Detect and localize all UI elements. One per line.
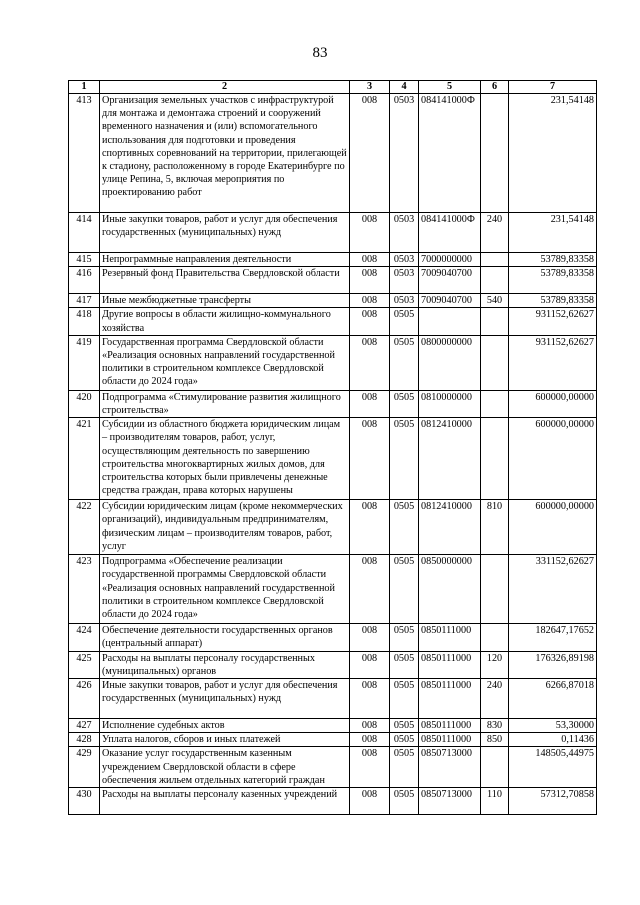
row-section-code: 0505 [390, 624, 419, 651]
header-col-1: 1 [69, 81, 100, 94]
table-row [69, 733, 597, 747]
row-section-code: 0505 [390, 390, 419, 417]
row-number: 430 [69, 788, 100, 815]
row-name: Уплата налогов, сборов и иных платежей [100, 733, 350, 747]
row-ministry-code: 008 [350, 733, 390, 747]
row-section-code: 0505 [390, 719, 419, 733]
row-amount: 148505,44975 [509, 747, 597, 788]
row-name: Расходы на выплаты персоналу казенных учреждений [100, 788, 350, 815]
row-number: 417 [69, 294, 100, 308]
row-ministry-code: 008 [350, 213, 390, 253]
row-target-code: 084141000Ф [419, 94, 481, 213]
header-col-5: 5 [419, 81, 481, 94]
row-expense-type: 810 [481, 500, 509, 555]
row-section-code: 0503 [390, 294, 419, 308]
row-section-code: 0505 [390, 555, 419, 624]
row-ministry-code: 008 [350, 308, 390, 335]
row-name: Обеспечение деятельности государственных органов (центральный аппарат) [100, 624, 350, 651]
row-expense-type: 120 [481, 651, 509, 678]
row-target-code: 0850111000 [419, 624, 481, 651]
row-ministry-code: 008 [350, 500, 390, 555]
header-col-2: 2 [100, 81, 350, 94]
row-target-code: 0812410000 [419, 418, 481, 500]
row-ministry-code: 008 [350, 788, 390, 815]
row-ministry-code: 008 [350, 94, 390, 213]
row-name: Непрограммные направления деятельности [100, 253, 350, 267]
row-expense-type: 240 [481, 213, 509, 253]
row-amount: 931152,62627 [509, 308, 597, 335]
row-name: Государственная программа Свердловской области «Реализация основных направлений государственной политики в строительном комплексе Свердловской области до 2024 года» [100, 335, 350, 390]
row-amount: 53789,83358 [509, 253, 597, 267]
row-name: Оказание услуг государственным казенным учреждением Свердловской области в сфере обеспечения жильем отдельных категорий граждан [100, 747, 350, 788]
table-row [69, 213, 597, 253]
table-row [69, 747, 597, 788]
row-amount: 6266,87018 [509, 679, 597, 719]
row-section-code: 0503 [390, 267, 419, 294]
row-amount: 331152,62627 [509, 555, 597, 624]
row-section-code: 0505 [390, 651, 419, 678]
row-number: 419 [69, 335, 100, 390]
row-ministry-code: 008 [350, 624, 390, 651]
row-expense-type [481, 555, 509, 624]
row-section-code: 0503 [390, 94, 419, 213]
row-target-code: 084141000Ф [419, 213, 481, 253]
row-target-code: 7009040700 [419, 294, 481, 308]
row-target-code: 0850111000 [419, 719, 481, 733]
row-target-code: 0812410000 [419, 500, 481, 555]
header-row [69, 81, 597, 94]
row-ministry-code: 008 [350, 335, 390, 390]
row-amount: 600000,00000 [509, 390, 597, 417]
row-number: 421 [69, 418, 100, 500]
row-ministry-code: 008 [350, 418, 390, 500]
row-ministry-code: 008 [350, 267, 390, 294]
row-section-code: 0505 [390, 733, 419, 747]
table-row [69, 788, 597, 815]
table-row [69, 418, 597, 500]
table-body [69, 94, 597, 815]
row-amount: 53789,83358 [509, 294, 597, 308]
table-row [69, 719, 597, 733]
table-row [69, 651, 597, 678]
table-row [69, 335, 597, 390]
header-col-4: 4 [390, 81, 419, 94]
row-expense-type [481, 624, 509, 651]
row-section-code: 0505 [390, 335, 419, 390]
row-target-code: 0850111000 [419, 679, 481, 719]
row-target-code: 0810000000 [419, 390, 481, 417]
row-ministry-code: 008 [350, 679, 390, 719]
row-amount: 57312,70858 [509, 788, 597, 815]
row-section-code: 0505 [390, 747, 419, 788]
row-target-code: 0850713000 [419, 788, 481, 815]
row-expense-type [481, 253, 509, 267]
row-name: Исполнение судебных актов [100, 719, 350, 733]
header-col-7: 7 [509, 81, 597, 94]
row-expense-type [481, 418, 509, 500]
row-amount: 53,30000 [509, 719, 597, 733]
header-col-6: 6 [481, 81, 509, 94]
row-number: 426 [69, 679, 100, 719]
row-amount: 0,11436 [509, 733, 597, 747]
row-name: Субсидии из областного бюджета юридическим лицам – производителям товаров, работ, услуг, осуществляющим деятельность по завершению строительства многоквартирных жилых домов, для строительства которых были привлечены денежные средства граждан, права которых нарушены [100, 418, 350, 500]
row-target-code: 0850111000 [419, 651, 481, 678]
row-expense-type [481, 335, 509, 390]
row-name: Субсидии юридическим лицам (кроме некоммерческих организаций), индивидуальным предпринимателям, физическим лицам – производителям товаров, работ, услуг [100, 500, 350, 555]
row-name: Подпрограмма «Обеспечение реализации государственной программы Свердловской области «Реализация основных направлений государственной политики в строительном комплексе Свердловской области до 2024 года» [100, 555, 350, 624]
table-row [69, 500, 597, 555]
row-name: Иные закупки товаров, работ и услуг для обеспечения государственных (муниципальных) нужд [100, 213, 350, 253]
table-header [69, 81, 597, 94]
row-expense-type: 110 [481, 788, 509, 815]
row-section-code: 0505 [390, 308, 419, 335]
row-expense-type: 240 [481, 679, 509, 719]
row-number: 425 [69, 651, 100, 678]
row-amount: 931152,62627 [509, 335, 597, 390]
row-target-code [419, 308, 481, 335]
row-name: Иные закупки товаров, работ и услуг для обеспечения государственных (муниципальных) нужд [100, 679, 350, 719]
row-number: 428 [69, 733, 100, 747]
row-ministry-code: 008 [350, 651, 390, 678]
row-ministry-code: 008 [350, 253, 390, 267]
row-section-code: 0505 [390, 788, 419, 815]
row-expense-type [481, 390, 509, 417]
row-section-code: 0503 [390, 253, 419, 267]
row-section-code: 0505 [390, 418, 419, 500]
row-section-code: 0505 [390, 500, 419, 555]
row-amount: 600000,00000 [509, 418, 597, 500]
table-row [69, 253, 597, 267]
row-expense-type [481, 94, 509, 213]
table-row [69, 390, 597, 417]
row-ministry-code: 008 [350, 555, 390, 624]
row-number: 423 [69, 555, 100, 624]
row-expense-type: 850 [481, 733, 509, 747]
row-amount: 600000,00000 [509, 500, 597, 555]
row-ministry-code: 008 [350, 390, 390, 417]
row-number: 424 [69, 624, 100, 651]
row-target-code: 7000000000 [419, 253, 481, 267]
row-number: 420 [69, 390, 100, 417]
row-number: 415 [69, 253, 100, 267]
row-expense-type [481, 267, 509, 294]
table-row [69, 555, 597, 624]
row-target-code: 0800000000 [419, 335, 481, 390]
header-col-3: 3 [350, 81, 390, 94]
table-row [69, 94, 597, 213]
row-name: Другие вопросы в области жилищно-коммунального хозяйства [100, 308, 350, 335]
page-number: 83 [312, 45, 328, 61]
row-target-code: 0850713000 [419, 747, 481, 788]
row-expense-type: 830 [481, 719, 509, 733]
row-number: 414 [69, 213, 100, 253]
row-ministry-code: 008 [350, 719, 390, 733]
row-name: Иные межбюджетные трансферты [100, 294, 350, 308]
row-target-code: 0850111000 [419, 733, 481, 747]
row-name: Резервный фонд Правительства Свердловской области [100, 267, 350, 294]
row-number: 422 [69, 500, 100, 555]
row-name: Расходы на выплаты персоналу государственных (муниципальных) органов [100, 651, 350, 678]
row-section-code: 0505 [390, 679, 419, 719]
row-number: 427 [69, 719, 100, 733]
row-ministry-code: 008 [350, 294, 390, 308]
row-name: Подпрограмма «Стимулирование развития жилищного строительства» [100, 390, 350, 417]
row-number: 418 [69, 308, 100, 335]
row-section-code: 0503 [390, 213, 419, 253]
row-amount: 176326,89198 [509, 651, 597, 678]
table-row [69, 308, 597, 335]
row-amount: 53789,83358 [509, 267, 597, 294]
budget-table [68, 80, 597, 815]
row-expense-type [481, 747, 509, 788]
row-expense-type: 540 [481, 294, 509, 308]
table-row [69, 267, 597, 294]
row-target-code: 7009040700 [419, 267, 481, 294]
row-name: Организация земельных участков с инфраструктурой для монтажа и демонтажа строений и сооружений временного назначения и (или) вспомогательного использования для подготовки и проведения спортивных соревнований на территории, прилегающей к стадиону, расположенному в городе Екатеринбурге по улице Репина, 5, включая мероприятия по проектированию работ [100, 94, 350, 213]
row-number: 429 [69, 747, 100, 788]
row-amount: 231,54148 [509, 94, 597, 213]
row-ministry-code: 008 [350, 747, 390, 788]
row-target-code: 0850000000 [419, 555, 481, 624]
row-amount: 231,54148 [509, 213, 597, 253]
row-expense-type [481, 308, 509, 335]
row-amount: 182647,17652 [509, 624, 597, 651]
table-row [69, 624, 597, 651]
table-row [69, 679, 597, 719]
row-number: 413 [69, 94, 100, 213]
row-number: 416 [69, 267, 100, 294]
table-row [69, 294, 597, 308]
